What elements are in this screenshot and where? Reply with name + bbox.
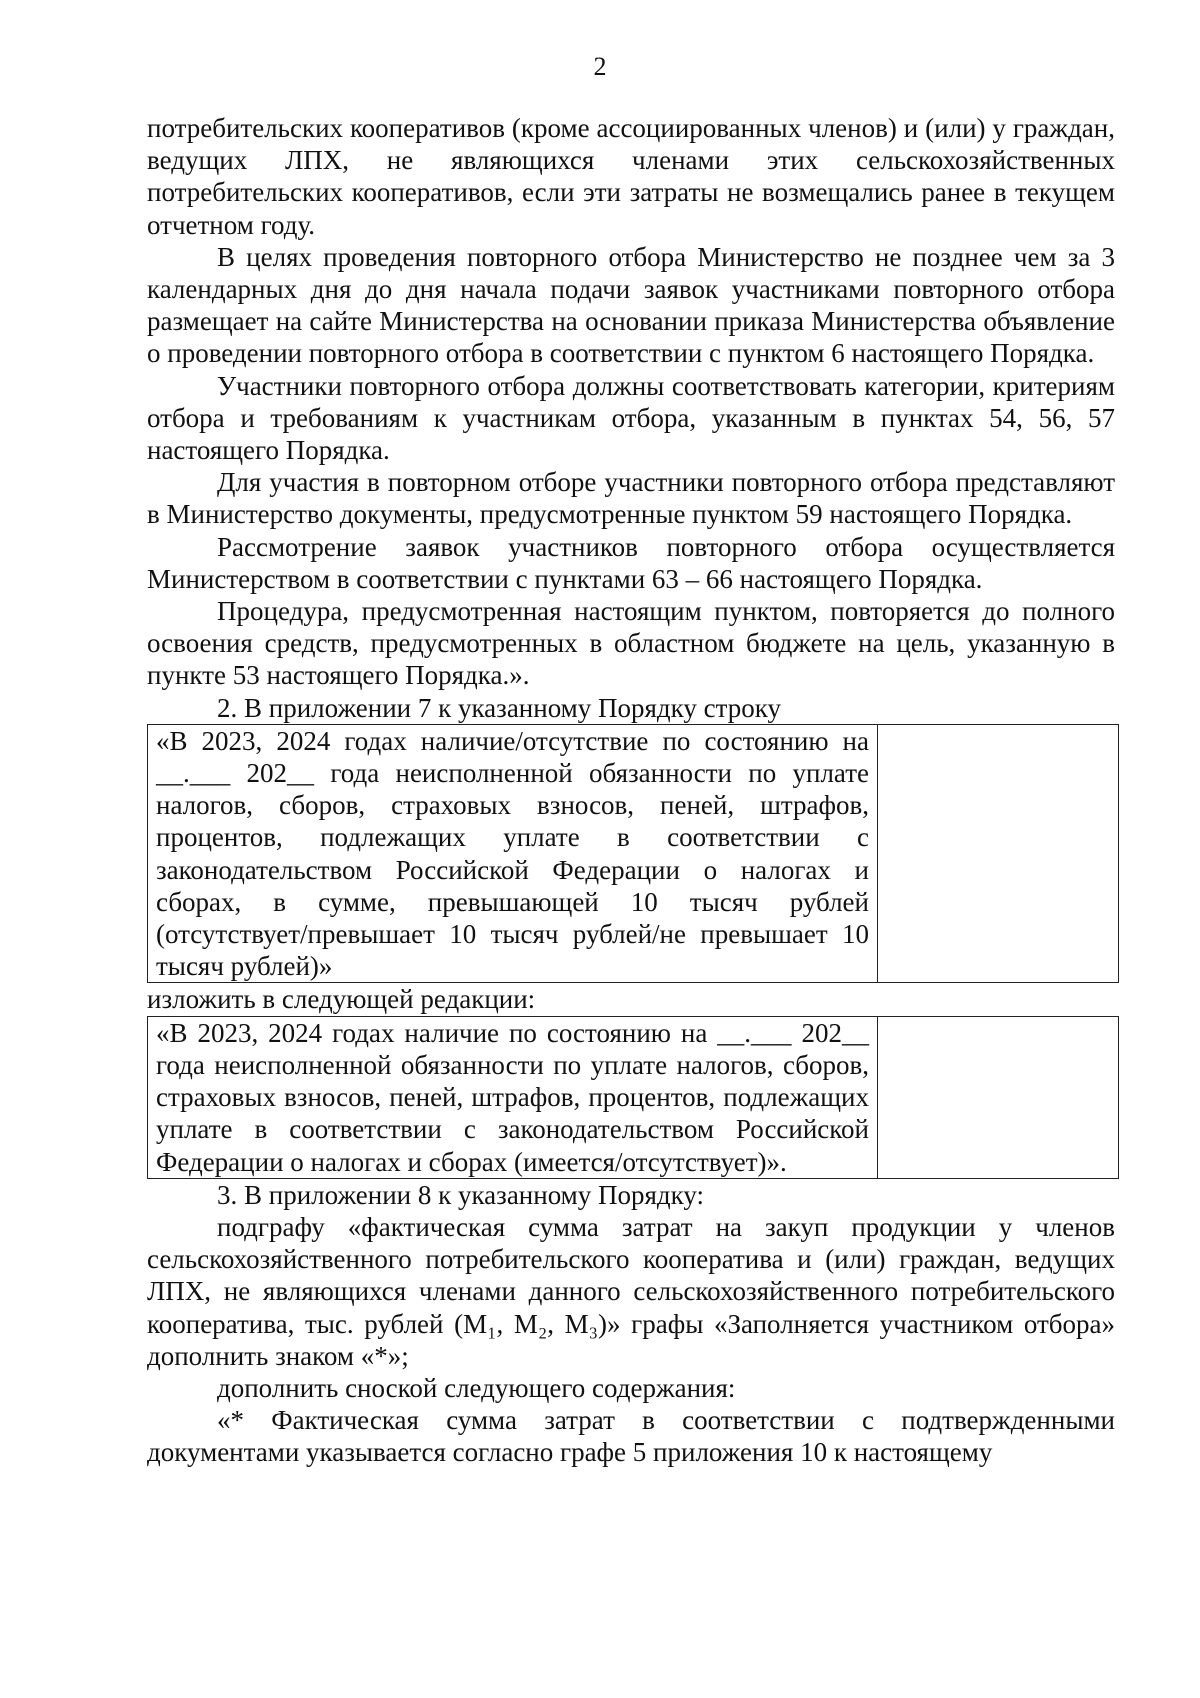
old-row-empty-cell [878,724,1119,983]
paragraph-intro: потребительских кооперативов (кроме ассоциированных членов) и (или) у граждан, ведущих ЛПХ, не являющихся членами этих сельскохозяйственных потребительских кооперативов, если эти затраты не возмещались ранее в текущем отчетном году. [147,113,1115,240]
table-row [148,1016,1119,1178]
paragraph-repeat-selection: В целях проведения повторного отбора Министерство не позднее чем за 3 календарных дня до дня начала подачи заявок участниками повторного отбора размещает на сайте Министерства на основании приказа Министерства объявление о проведении повторного отбора в соответствии с пунктом 6 настоящего Порядка. [147,241,1115,369]
document-body [147,112,1115,1469]
page-number: 2 [593,52,607,81]
new-edition-statement: изложить в следующей редакции: [147,984,536,1015]
new-row-empty-cell [878,1016,1119,1178]
paragraph-footnote-intro: дополнить сноской следующего содержания: [217,1372,736,1403]
paragraph-documents: Для участия в повторном отборе участники повторного отбора представляют в Министерство документы, предусмотренные пунктом 59 настоящего Порядка. [147,467,1115,530]
new-row-table [147,1016,1119,1179]
old-row-table [147,724,1119,984]
paragraph-footnote: «* Фактическая сумма затрат в соответствии с подтвержденными документами указывается согласно графе 5 приложения 10 к настоящему [147,1405,1115,1468]
paragraph-procedure: Процедура, предусмотренная настоящим пунктом, повторяется до полного освоения средств, предусмотренных в областном бюджете на цель, указанную в пункте 53 настоящего Порядка.». [147,596,1115,691]
item-3-heading: 3. В приложении 8 к указанному Порядку: [217,1179,705,1210]
new-row-text: «В 2023, 2024 годах наличие по состоянию на __.___ 202__ года неисполненной обязанности по уплате налогов, сборов, страховых взносов, пеней, штрафов, процентов, подлежащих уплате в соответствии с законодательством Российской Федерации о налогах и сборах (имеется/отсутствует)». [148,1016,878,1178]
table-row [148,724,1119,983]
old-row-text: «В 2023, 2024 годах наличие/отсутствие по состоянию на __.___ 202__ года неисполненной обязанности по уплате налогов, сборов, страховых взносов, пеней, штрафов, процентов, подлежащих уплате в соответствии с законодательством Российской Федерации о налогах и сборах, в сумме, превышающей 10 тысяч рублей (отсутствует/превышает 10 тысяч рублей/не превышает 10 тысяч рублей)» [148,724,878,983]
item-2-heading: 2. В приложении 7 к указанному Порядку строку [217,692,782,723]
paragraph-review: Рассмотрение заявок участников повторного отбора осуществляется Министерством в соответствии с пунктами 63 – 66 настоящего Порядка. [147,531,1115,594]
paragraph-participants: Участники повторного отбора должны соответствовать категории, критериям отбора и требованиям к участникам отбора, указанным в пунктах 54, 56, 57 настоящего Порядка. [147,370,1115,466]
paragraph-subcolumn: подграфу «фактическая сумма затрат на закуп продукции у членов сельскохозяйственного потребительского кооператива и (или) граждан, ведущих ЛПХ, не являющихся членами данного сельскохозяйственного потребительского кооператива, тыс. рублей (M₁, M₂, M₃)» графы «Заполняется участником отбора» дополнить знаком «*»; [147,1211,1115,1371]
